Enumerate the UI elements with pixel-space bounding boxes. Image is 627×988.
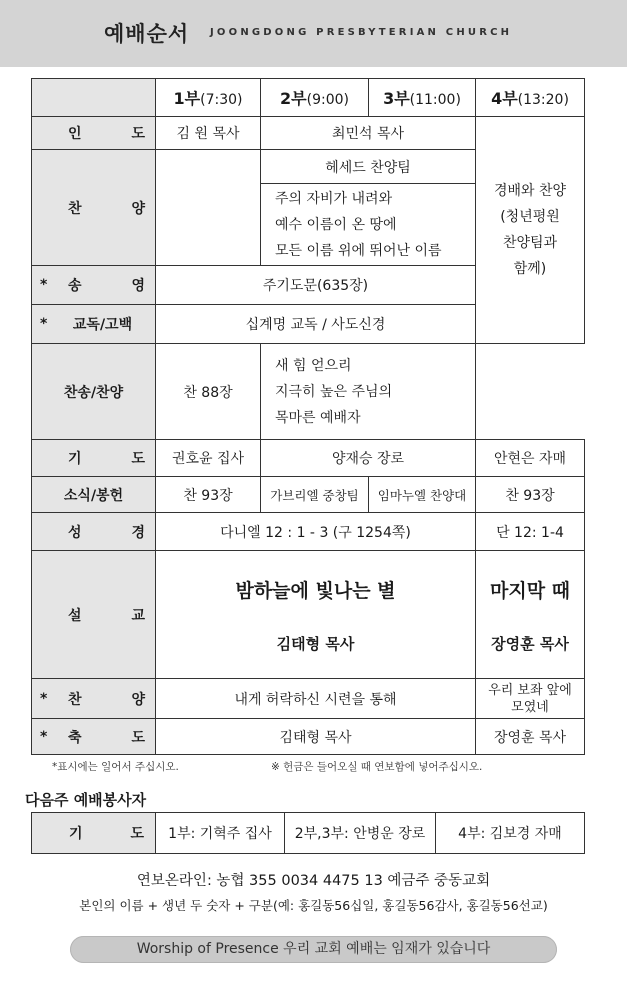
hymn-song: 새 힘 얻으리 — [275, 357, 352, 374]
scripture-s123: 다니엘 12 : 1 - 3 (구 1254쪽) — [156, 513, 476, 551]
footer-banner: Worship of Presence 우리 교회 예배는 임재가 있습니다 — [70, 936, 557, 963]
closing-praise-s123: 내게 허락하신 시련을 통해 — [156, 679, 476, 719]
next-week-table — [31, 812, 585, 854]
praise-songs — [261, 184, 476, 266]
next-s23: 2부,3부: 안병운 장로 — [285, 813, 436, 854]
next-label-prayer: 기 도 — [32, 813, 156, 854]
header-bar — [0, 0, 627, 67]
praise-song: 예수 이름이 온 땅에 — [275, 216, 397, 233]
label-prayer: 기 도 — [32, 440, 156, 477]
leading-s1: 김 원 목사 — [156, 117, 261, 150]
offering-note: ※ 헌금은 들어오실 때 연보함에 넣어주십시오. — [271, 761, 483, 773]
praise-s1 — [156, 150, 261, 266]
worship-order-table — [31, 78, 585, 755]
sermon-title: 밤하늘에 빛나는 별 — [235, 579, 396, 602]
row-hymn — [32, 344, 585, 440]
sermon-s4-title: 마지막 때 — [489, 579, 571, 602]
hymn-song: 지극히 높은 주님의 — [275, 383, 393, 400]
row-closing-praise — [32, 679, 585, 719]
sermon-s123 — [156, 551, 476, 679]
label-sermon: 설 교 — [32, 551, 156, 679]
praise-s4: 경배와 찬양 (청년평원 찬양팀과 함께) — [476, 117, 585, 344]
leading-s23: 최민석 목사 — [261, 117, 476, 150]
label-praise: 찬 양 — [32, 150, 156, 266]
service-3-header: 3부(11:00) — [369, 79, 476, 117]
page-title: 예배순서 — [104, 22, 190, 46]
prayer-s1: 권호윤 집사 — [156, 440, 261, 477]
next-s1: 1부: 기혁주 집사 — [156, 813, 285, 854]
church-name: JOONGDONG PRESBYTERIAN CHURCH — [210, 27, 513, 38]
stand-note: *표시에는 일어서 주십시오. — [52, 761, 179, 773]
service-2-header: 2부(9:00) — [261, 79, 369, 117]
offering-s4: 찬 93장 — [476, 477, 585, 513]
benediction-s123: 김태형 목사 — [156, 719, 476, 755]
sermon-s4 — [476, 551, 585, 679]
label-closing-praise: * 찬 양 — [32, 679, 156, 719]
praise-song: 모든 이름 위에 뛰어난 이름 — [275, 242, 442, 259]
row-leading — [32, 117, 585, 150]
hymn-s1: 찬 88장 — [156, 344, 261, 440]
corner-cell — [32, 79, 156, 117]
prayer-s23: 양재승 장로 — [261, 440, 476, 477]
label-leading: 인 도 — [32, 117, 156, 150]
confession-value: 십계명 교독 / 사도신경 — [156, 305, 476, 344]
hymn-songs — [261, 344, 476, 440]
table-header-row — [32, 79, 585, 117]
sermon-preacher: 김태형 목사 — [276, 634, 355, 653]
hymn-song: 목마른 예배자 — [275, 409, 361, 426]
row-scripture — [32, 513, 585, 551]
row-sermon — [32, 551, 585, 679]
label-hymn: 찬송/찬양 — [32, 344, 156, 440]
service-4-header: 4부(13:20) — [476, 79, 585, 117]
sermon-s4-preacher: 장영훈 목사 — [491, 634, 569, 653]
row-prayer — [32, 440, 585, 477]
next-week-title: 다음주 예배봉사자 — [25, 791, 147, 809]
service-1-header: 1부(7:30) — [156, 79, 261, 117]
row-benediction — [32, 719, 585, 755]
label-doxology: * 송 영 — [32, 266, 156, 305]
offering-s1: 찬 93장 — [156, 477, 261, 513]
label-confession: * 교독/고백 — [32, 305, 156, 344]
prayer-s4: 안현은 자매 — [476, 440, 585, 477]
benediction-s4: 장영훈 목사 — [476, 719, 585, 755]
offering-s2: 가브리엘 중창팀 — [261, 477, 369, 513]
doxology-value: 주기도문(635장) — [156, 266, 476, 305]
praise-team: 헤세드 찬양팀 — [261, 150, 476, 184]
scripture-s4: 단 12: 1-4 — [476, 513, 585, 551]
next-s4: 4부: 김보경 자매 — [436, 813, 585, 854]
closing-praise-s4: 우리 보좌 앞에 모였네 — [476, 679, 585, 719]
row-offering — [32, 477, 585, 513]
label-offering: 소식/봉헌 — [32, 477, 156, 513]
offering-s3: 임마누엘 찬양대 — [369, 477, 476, 513]
next-week-row — [32, 813, 585, 854]
praise-song: 주의 자비가 내려와 — [275, 190, 393, 207]
online-offering-account: 연보온라인: 농협 355 0034 4475 13 예금주 중동교회 — [136, 873, 491, 889]
online-offering-note: 본인의 이름 + 생년 두 숫자 + 구분(예: 홍길동56십일, 홍길동56감사, 홍길동56선교) — [79, 898, 548, 913]
label-benediction: * 축 도 — [32, 719, 156, 755]
label-scripture: 성 경 — [32, 513, 156, 551]
